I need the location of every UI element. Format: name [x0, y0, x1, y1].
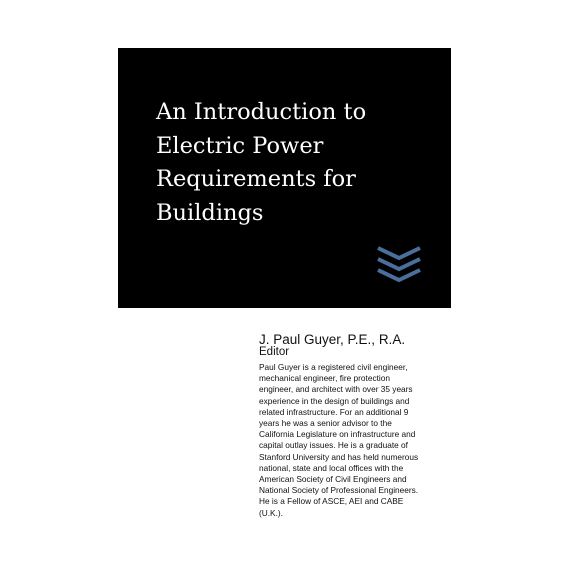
- bio-line: related infrastructure. For an additional 9: [259, 406, 409, 417]
- title-line: Electric Power: [156, 132, 324, 159]
- bio-line: experience in the design of buildings and: [259, 395, 410, 406]
- bio-line: years he was a senior advisor to the: [259, 418, 392, 429]
- bio-line: capital outlay issues. He is a graduate of: [259, 440, 408, 451]
- author-bio: [259, 362, 459, 519]
- bio-line: California Legislature on infrastructure and: [259, 429, 416, 440]
- title-line: Buildings: [156, 199, 264, 226]
- triple-chevron-down-icon: [376, 244, 422, 284]
- title-line: An Introduction to: [156, 99, 367, 125]
- bio-line: engineer, and architect with over 35 years: [259, 384, 413, 395]
- book-title: [156, 96, 446, 230]
- bio-line: Stanford University and has held numerous: [259, 451, 419, 462]
- bio-line: (U.K.).: [259, 507, 283, 518]
- bio-line: mechanical engineer, fire protection: [259, 373, 390, 384]
- title-line: Requirements for: [156, 166, 356, 192]
- cover-title-panel: [118, 48, 451, 308]
- bio-line: American Society of Civil Engineers and: [259, 474, 407, 485]
- bio-line: He is a Fellow of ASCE, AEI and CABE: [259, 496, 404, 507]
- bio-line: National Society of Professional Engineers.: [259, 485, 419, 496]
- author-name: J. Paul Guyer, P.E., R.A.: [259, 332, 406, 347]
- bio-line: Paul Guyer is a registered civil engineer,: [259, 362, 408, 372]
- bio-line: national, state and local offices with the: [259, 462, 404, 473]
- author-role: Editor: [259, 346, 290, 358]
